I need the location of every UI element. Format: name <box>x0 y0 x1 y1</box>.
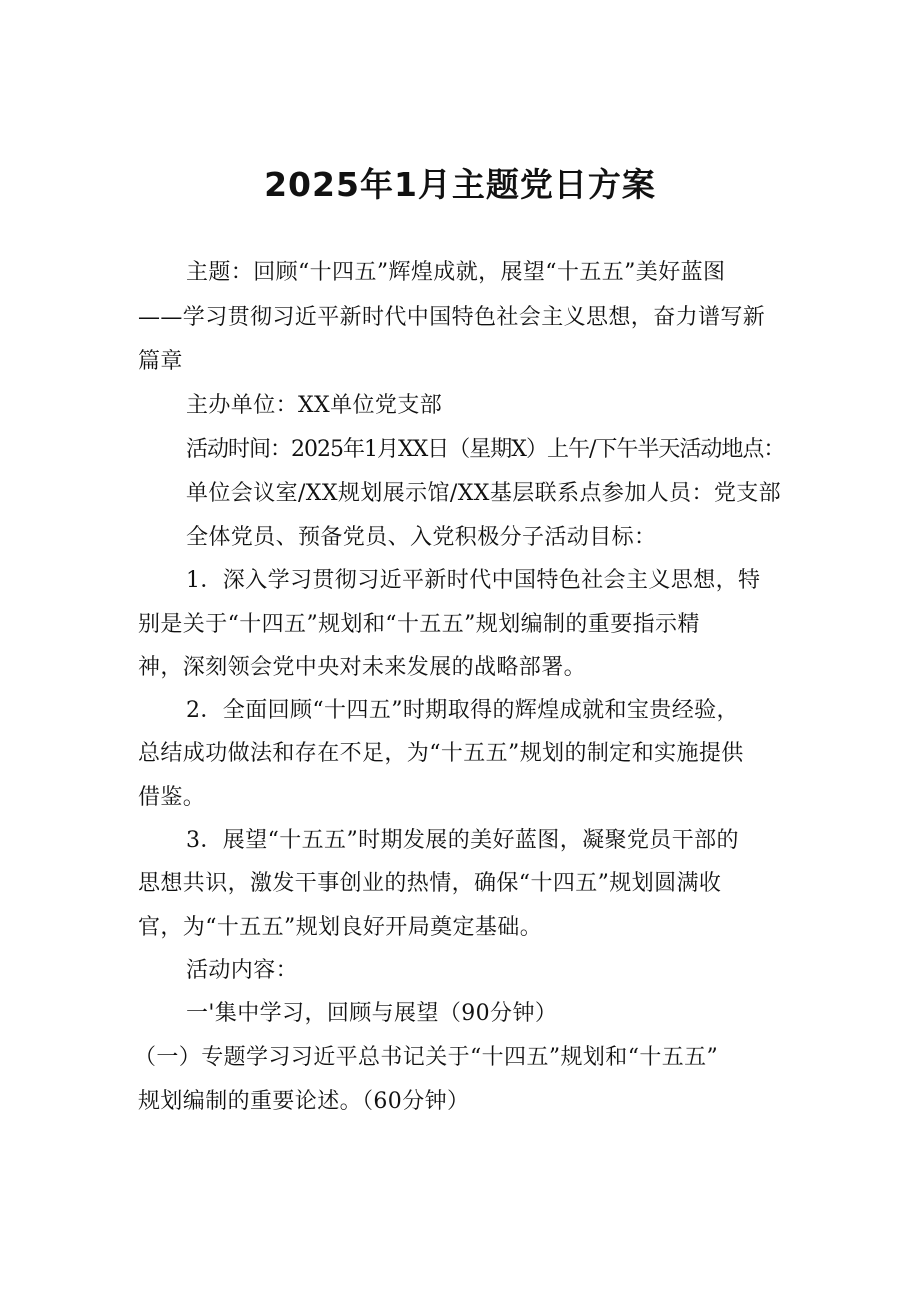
theme-line-3: 篇章 <box>138 349 183 374</box>
goal-1-line-3: 神，深刻领会党中央对未来发展的战略部署。 <box>138 655 587 680</box>
goal-3-line-1: 3．展望“十五五”时期发展的美好蓝图，凝聚党员干部的 <box>186 828 739 853</box>
document-title: 2025年1月主题党日方案 <box>264 165 656 204</box>
time-location-line-2: 单位会议室/XX规划展示馆/XX基层联系点参加人员：党支部 <box>186 481 782 506</box>
participants-line: 全体党员、预备党员、入党积极分子活动目标： <box>186 525 657 550</box>
goal-3-line-3: 官，为“十五五”规划良好开局奠定基础。 <box>138 915 543 940</box>
goal-2-line-1: 2．全面回顾“十四五”时期取得的辉煌成就和宝贵经验， <box>186 698 739 723</box>
goal-2-line-3: 借鉴。 <box>138 785 206 810</box>
subsection-1-line-2: 规划编制的重要论述。（60分钟） <box>138 1089 470 1114</box>
theme-line-1: 主题：回顾“十四五”辉煌成就，展望“十五五”美好蓝图 <box>186 260 726 285</box>
theme-line-2: ——学习贯彻习近平新时代中国特色社会主义思想，奋力谱写新 <box>138 305 766 330</box>
goal-2-line-2: 总结成功做法和存在不足，为“十五五”规划的制定和实施提供 <box>138 741 744 766</box>
subsection-1-line-1: （一）专题学习习近平总书记关于“十四五”规划和“十五五” <box>134 1045 719 1070</box>
time-location-line-1: 活动时间：2025年1月XX日（星期X）上午/下午半天活动地点： <box>186 437 785 462</box>
goal-1-line-2: 别是关于“十四五”规划和“十五五”规划编制的重要指示精 <box>138 612 700 637</box>
goal-3-line-2: 思想共识，激发干事创业的热情，确保“十四五”规划圆满收 <box>138 871 722 896</box>
activity-content-heading: 活动内容： <box>186 958 299 983</box>
organizer-line: 主办单位：XX单位党支部 <box>186 393 443 418</box>
section-1-heading: 一'集中学习，回顾与展望（90分钟） <box>186 1001 558 1026</box>
goal-1-line-1: 1．深入学习贯彻习近平新时代中国特色社会主义思想，特 <box>186 568 761 593</box>
